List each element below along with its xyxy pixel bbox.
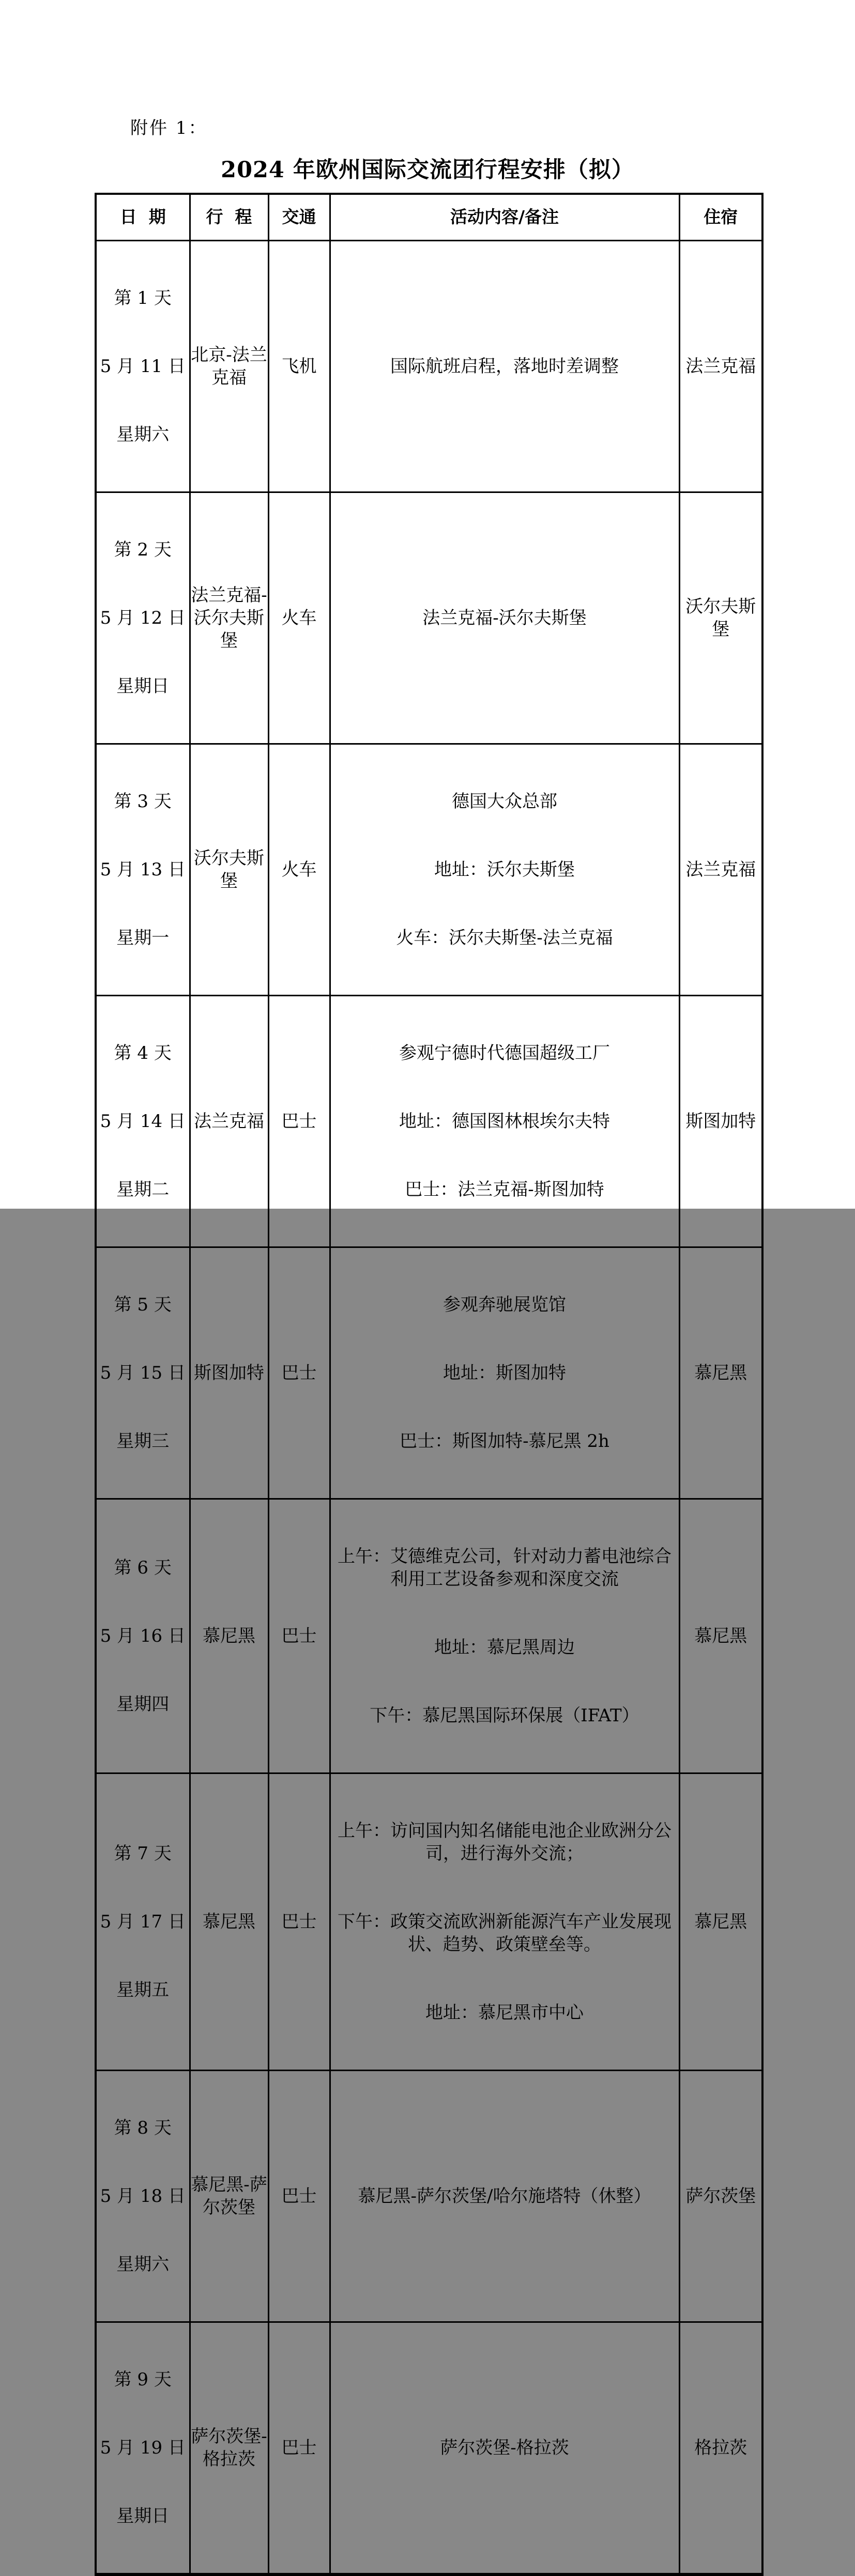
activity-cell [330,492,679,744]
date-cell [96,1773,190,2070]
table-row [96,1247,762,1499]
table-row [96,1773,762,2070]
date-cell [96,1247,190,1499]
weekday-line: 星期六 [116,2254,170,2275]
transport-cell: 巴士 [268,1247,330,1499]
weekday-line: 星期六 [116,424,170,445]
activity-line: 巴士：法兰克福-斯图加特 [405,1179,604,1200]
itinerary-cell: 法兰克福-沃尔夫斯堡 [190,492,268,744]
date-cell [96,2070,190,2322]
page-title: 2024 年欧州国际交流团行程安排（拟） [221,157,634,183]
weekday-line: 星期五 [116,1979,170,2000]
table-row [96,492,762,744]
activity-line: 地址：斯图加特 [443,1362,566,1383]
date-line: 5 月 13 日 [100,859,186,880]
itinerary-cell: 慕尼黑 [190,1499,268,1773]
activity-cell [330,1499,679,1773]
activity-line: 法兰克福-沃尔夫斯堡 [422,607,587,628]
lodging-cell: 格拉茨 [679,2322,762,2574]
header-transport: 交通 [268,194,330,240]
activity-cell [330,995,679,1247]
transport-cell: 巴士 [268,1499,330,1773]
date-cell [96,492,190,744]
date-line: 5 月 15 日 [100,1362,186,1383]
lodging-cell: 法兰克福 [679,240,762,492]
itinerary-cell: 慕尼黑-萨尔茨堡 [190,2070,268,2322]
weekday-line: 星期三 [116,1430,170,1452]
header-lodging: 住宿 [679,194,762,240]
table-row [96,2070,762,2322]
activity-line: 国际航班启程，落地时差调整 [390,356,619,377]
day-line: 第 9 天 [114,2369,172,2390]
date-line: 5 月 19 日 [100,2437,186,2458]
activity-line: 地址：沃尔夫斯堡 [434,859,575,880]
day-line: 第 7 天 [114,1843,172,1864]
date-cell [96,240,190,492]
table-row [96,240,762,492]
transport-cell: 巴士 [268,1773,330,2070]
transport-cell: 火车 [268,492,330,744]
day-line: 第 5 天 [114,1294,172,1315]
transport-cell: 飞机 [268,240,330,492]
activity-line: 火车：沃尔夫斯堡-法兰克福 [396,927,613,948]
lodging-cell: 沃尔夫斯堡 [679,492,762,744]
lodging-cell: 法兰克福 [679,744,762,995]
lodging-cell: 慕尼黑 [679,1247,762,1499]
date-cell [96,995,190,1247]
header-row [96,194,762,240]
activity-line: 参观宁德时代德国超级工厂 [399,1042,610,1063]
transport-cell: 火车 [268,744,330,995]
itinerary-cell: 慕尼黑 [190,1773,268,2070]
attachment-label: 附件 1： [130,118,208,138]
day-line: 第 1 天 [114,287,172,308]
activity-line: 下午：慕尼黑国际环保展（IFAT） [370,1705,639,1726]
activity-line: 德国大众总部 [452,791,557,812]
itinerary-cell: 北京-法兰克福 [190,240,268,492]
weekday-line: 星期四 [116,1693,170,1715]
day-line: 第 8 天 [114,2117,172,2138]
activity-line: 参观奔驰展览馆 [443,1294,566,1315]
itinerary-cell: 萨尔茨堡-格拉茨 [190,2322,268,2574]
activity-line: 上午：访问国内知名储能电池企业欧洲分公司，进行海外交流； [338,1820,671,1864]
day-line: 第 6 天 [114,1557,172,1578]
activity-cell [330,1247,679,1499]
lodging-cell: 慕尼黑 [679,1773,762,2070]
date-line: 5 月 17 日 [100,1911,186,1932]
activity-cell [330,1773,679,2070]
table-row [96,995,762,1247]
transport-cell: 巴士 [268,2070,330,2322]
itinerary-cell: 法兰克福 [190,995,268,1247]
itinerary-cell: 沃尔夫斯堡 [190,744,268,995]
transport-cell: 巴士 [268,2322,330,2574]
activity-line: 地址：德国图林根埃尔夫特 [399,1110,610,1132]
activity-line: 巴士：斯图加特-慕尼黑 2h [400,1430,609,1452]
header-activity: 活动内容/备注 [330,194,679,240]
transport-cell: 巴士 [268,995,330,1247]
activity-line: 地址：慕尼黑市中心 [425,2002,584,2023]
date-line: 5 月 18 日 [100,2185,186,2207]
lodging-cell: 慕尼黑 [679,1499,762,1773]
header-itinerary: 行 程 [190,194,268,240]
activity-line: 萨尔茨堡-格拉茨 [440,2437,569,2458]
table-row [96,2322,762,2574]
weekday-line: 星期一 [116,927,170,948]
lodging-cell: 萨尔茨堡 [679,2070,762,2322]
date-line: 5 月 11 日 [100,356,186,377]
itinerary-table [95,193,764,2576]
date-cell [96,1499,190,1773]
day-line: 第 4 天 [114,1042,172,1063]
header-date: 日 期 [96,194,190,240]
activity-line: 下午：政策交流欧洲新能源汽车产业发展现状、趋势、政策壁垒等。 [338,1911,671,1955]
activity-cell [330,240,679,492]
activity-line: 慕尼黑-萨尔茨堡/哈尔施塔特（休整） [358,2185,651,2207]
weekday-line: 星期日 [116,2505,170,2526]
day-line: 第 2 天 [114,539,172,560]
date-line: 5 月 12 日 [100,607,186,628]
activity-cell [330,2322,679,2574]
day-line: 第 3 天 [114,791,172,812]
itinerary-cell: 斯图加特 [190,1247,268,1499]
activity-line: 地址：慕尼黑周边 [434,1637,575,1658]
activity-line: 上午：艾德维克公司，针对动力蓄电池综合利用工艺设备参观和深度交流 [338,1546,671,1590]
date-line: 5 月 14 日 [100,1110,186,1132]
activity-cell [330,2070,679,2322]
table-row [96,1499,762,1773]
date-line: 5 月 16 日 [100,1625,186,1646]
weekday-line: 星期日 [116,675,170,697]
lodging-cell: 斯图加特 [679,995,762,1247]
activity-cell [330,744,679,995]
weekday-line: 星期二 [116,1179,170,1200]
date-cell [96,2322,190,2574]
table-row [96,744,762,995]
date-cell [96,744,190,995]
